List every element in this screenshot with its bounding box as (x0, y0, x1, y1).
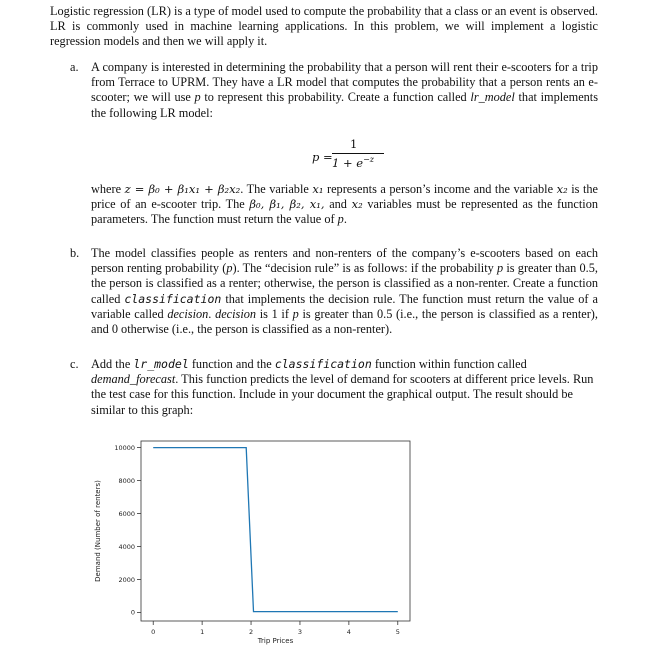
y-tick-label: 0 (130, 608, 135, 617)
part-a-where (70, 182, 598, 228)
lr-model-name: lr_model (470, 90, 515, 105)
part-b-marker: b. (70, 246, 80, 260)
y-axis-label: Demand (Number of renters) (94, 480, 102, 582)
part-a (70, 60, 598, 121)
part-c-marker: c. (70, 357, 79, 371)
y-tick-label: 8000 (118, 476, 135, 485)
x-tick-label: 2 (248, 628, 254, 636)
lr-formula: p = 1 $1 + e^{-z}$ (312, 137, 392, 177)
x-tick-label: 5 (395, 628, 400, 636)
plot-frame (141, 441, 410, 621)
part-b-text: The model classifies people as renters and non-renters of the company’s e-scooters based on each person renting probability (p). The “decision rule” is as follows: if the probability p is greater than 0.5, the person is classified as a renter; otherwise, the person is classified as a non-renter. Create a function called classification that implements the decision rule. The function must return the value of a variable called decision. decision is 1 if p is greater than 0.5 (i.e., the person is classified as a renter), and 0 otherwise (i.e., the person is classified as a non-renter). (91, 246, 598, 337)
part-c-text: Add the lr_model function and the classification function within function called demand_forecast. This function predicts the level of demand for scooters at different price levels. Run the test case for this function. Include in your document the graphical output. The result should be similar to this graph: (91, 357, 594, 417)
y-tick-label: 2000 (118, 575, 135, 584)
demand-line (153, 448, 398, 612)
part-a-marker: a. (70, 60, 79, 74)
x-tick-label: 0 (151, 628, 156, 636)
x-tick-label: 4 (346, 628, 351, 636)
y-tick-label: 4000 (118, 542, 135, 551)
intro-paragraph: Logistic regression (LR) is a type of model used to compute the probability that a class or an event is observed. LR is commonly used in machine learning applications. In this problem, we will implement a logistic regression models and then we will apply it. (50, 4, 598, 49)
y-tick-label: 10000 (114, 443, 135, 452)
x-tick-label: 1 (200, 628, 205, 636)
part-c (70, 357, 598, 418)
y-tick-label: 6000 (118, 509, 135, 518)
x-tick-label: 3 (297, 628, 303, 636)
part-a-where-text: where z = β₀ + β₁x₁ + β₂x₂. The variable x₁ represents a person’s income and the variable x₂ is the price of an e-scooter trip. The β₀, β₁, β₂, x₁, and x₂ variables must be represented as the function parameters. The function must return the value of p. (91, 182, 599, 227)
demand-chart (88, 436, 418, 650)
part-a-text: A company is interested in determining the probability that a person will rent their e-scooters for a trip from Terrace to UPRM. They have a LR model that computes the probability that a person rents an e-scooter; we will use p to represent this probability. Create a function called lr_model that implements the following LR model: (91, 60, 599, 120)
part-b (70, 246, 598, 337)
classification-name: classification (124, 291, 222, 306)
demand-chart-svg (88, 436, 418, 650)
x-axis-label: Trip Prices (257, 637, 294, 645)
